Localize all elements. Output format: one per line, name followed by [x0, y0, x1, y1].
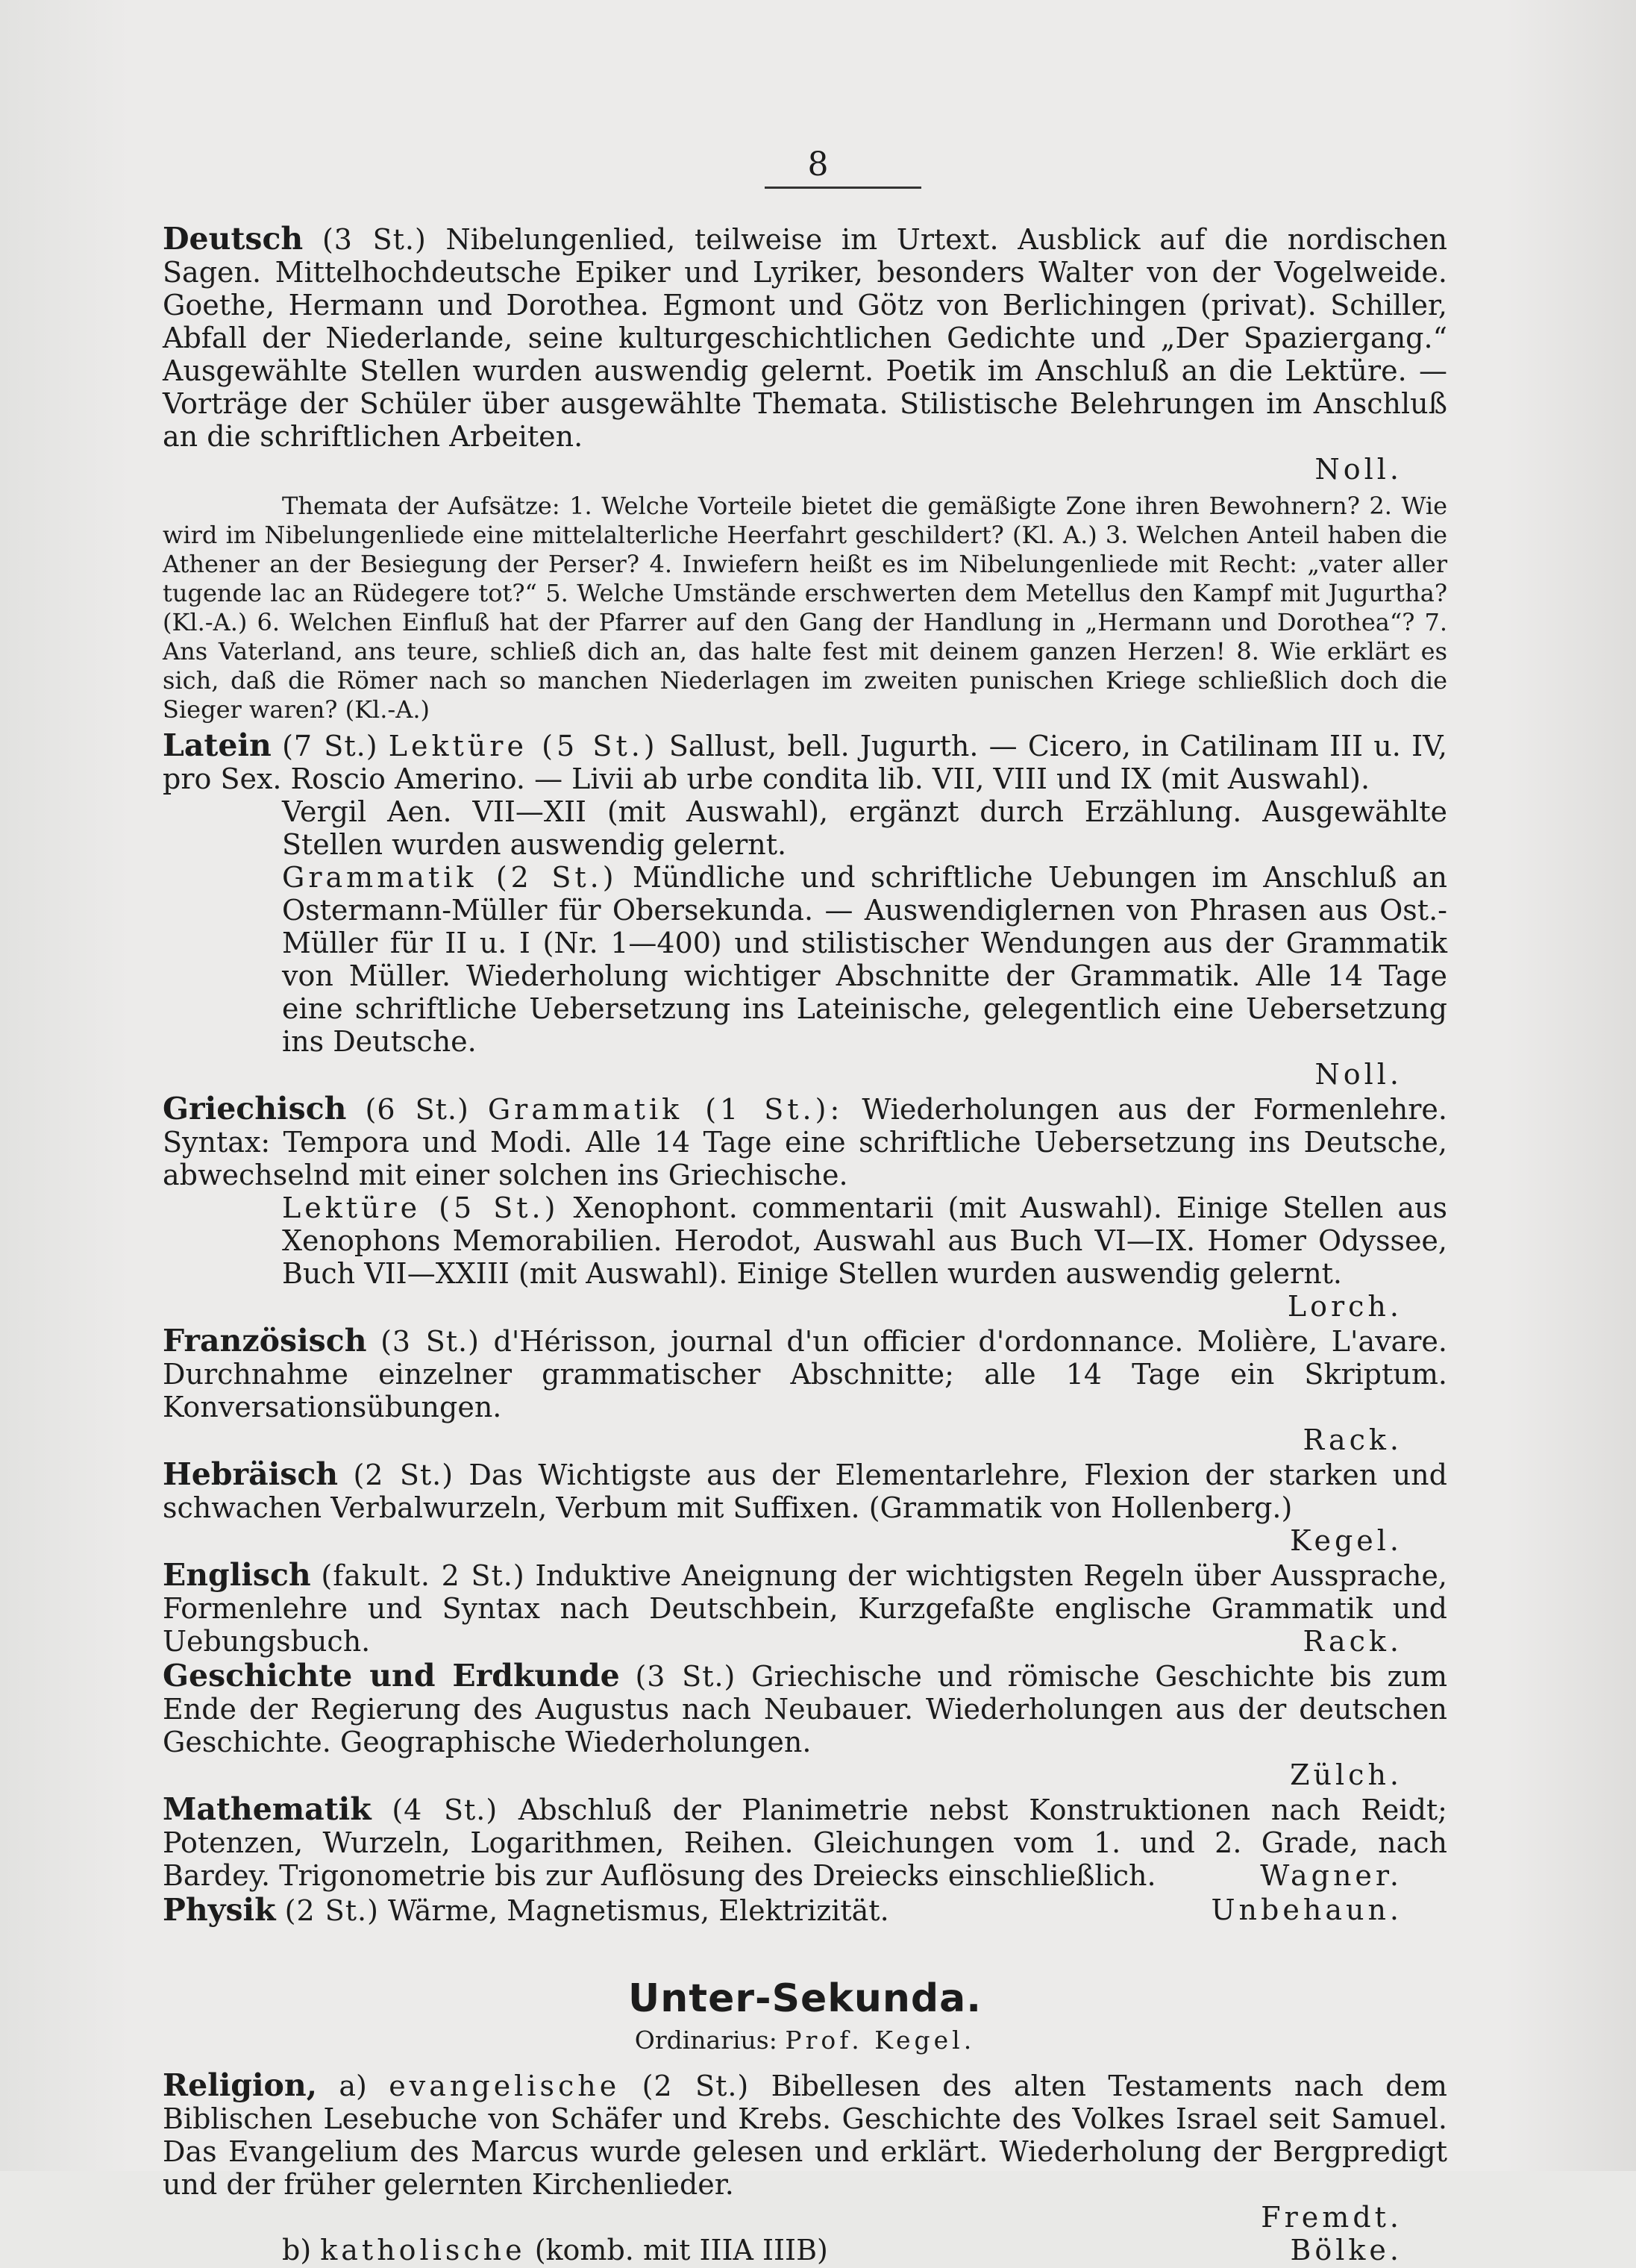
ordinarius-line: [163, 2024, 1447, 2057]
essay-themes: [163, 492, 1447, 724]
teacher-name: Zülch.: [1290, 1758, 1402, 1791]
subject-hours: (3 St.): [380, 1325, 480, 1358]
subject-geschichte-erdkunde: [163, 1659, 1447, 1791]
subject-mathematik: [163, 1793, 1447, 1892]
subject-text: Griechische und römische Geschichte bis zum Ende der Regierung des Augustus nach Neubauer. Wiederholungen aus der deutschen Geschichte. Geographische Wiederholungen.: [163, 1660, 1447, 1758]
subsection-label: Lektüre (5 St.): [282, 1191, 560, 1224]
subject-hours: (4 St.): [392, 1794, 498, 1826]
subject-hours: (6 St.): [365, 1093, 469, 1126]
subject-name: Englisch: [163, 1557, 311, 1593]
ordinarius-name: Prof. Kegel.: [785, 2026, 976, 2055]
subject-text: (komb. mit IIIA IIIB): [534, 2234, 828, 2267]
page-content: [163, 222, 1447, 2268]
subsection-label: Grammatik (2 St.): [282, 861, 618, 894]
subject-name: Religion,: [163, 2067, 317, 2103]
subject-griechisch: [163, 1092, 1447, 1323]
subject-hours: (fakult. 2 St.): [321, 1559, 525, 1592]
subject-name: Deutsch: [163, 221, 304, 257]
item-label: b): [282, 2234, 312, 2267]
teacher-name: Noll.: [1314, 453, 1402, 486]
subject-text: Wärme, Magnetismus, Elektrizität.: [388, 1894, 889, 1927]
section-heading: Unter-Sekunda.: [627, 1976, 982, 2021]
subject-deutsch: [163, 222, 1447, 486]
subject-latein: [163, 729, 1447, 1091]
subject-hours: (2 St.): [642, 2070, 750, 2102]
subject-hebraeisch: [163, 1458, 1447, 1557]
ordinarius-label: Ordinarius:: [634, 2026, 777, 2055]
reading-paragraph: [163, 1191, 1447, 1290]
subject-text: Das Wichtigste aus der Elementarlehre, Flexion der starken und schwachen Verbalwurzeln, Verbum mit Suffixen. (Grammatik von Hollenberg.): [163, 1459, 1447, 1524]
subject-text: Wiederholungen aus der Formenlehre. Syntax: Tempora und Modi. Alle 14 Tage eine schriftliche Uebersetzung ins Deutsche, abwechselnd mit einer solchen ins Griechische.: [163, 1093, 1447, 1191]
subject-hours: (2 St.): [353, 1459, 454, 1491]
teacher-name: Rack.: [1303, 1423, 1402, 1456]
subject-franzoesisch: [163, 1324, 1447, 1456]
subject-text: Nibelungenlied, teilweise im Urtext. Ausblick auf die nordischen Sagen. Mittelhochdeutsche Epiker und Lyriker, besonders Walter von der Vogelweide. Goethe, Hermann und Dorothea. Egmont und Götz von Berlichingen (privat). Schiller, Abfall der Niederlande, seine kulturgeschichtlichen Gedichte und „Der Spaziergang.“ Ausgewählte Stellen wurden auswendig gelernt. Poetik im Anschluß an die Lektüre. — Vorträge der Schüler über ausgewählte Themata. Stilistische Belehrungen im Anschluß an die schriftlichen Arbeiten.: [163, 223, 1447, 453]
subject-text: Xenophont. commentarii (mit Auswahl). Einige Stellen aus Xenophons Memorabilien. Herodot, Auswahl aus Buch VI—IX. Homer Odyssee, Buch VII—XXIII (mit Auswahl). Einige Stellen wurden auswendig gelernt.: [282, 1191, 1447, 1290]
subject-text: d'Hérisson, journal d'un officier d'ordonnance. Molière, L'avare. Durchnahme einzelner grammatischer Abschnitte; alle 14 Tage ein Skriptum. Konversationsübungen.: [163, 1325, 1447, 1423]
subsection-label: Lektüre (5 St.): [388, 730, 659, 762]
teacher-name: Wagner.: [1260, 1859, 1402, 1892]
subject-text: Mündliche und schriftliche Uebungen im Anschluß an Ostermann-Müller für Obersekunda. — Auswendiglernen von Phrasen aus Ost.-Müller für II u. I (Nr. 1—400) und stilistischer Wendungen aus der Grammatik von Müller. Wiederholung wichtiger Abschnitte der Grammatik. Alle 14 Tage eine schriftliche Uebersetzung ins Lateinische, gelegentlich eine Uebersetzung ins Deutsche.: [282, 861, 1447, 1058]
subsection-label: evangelische: [389, 2070, 621, 2102]
page-number: 8: [807, 145, 829, 184]
subject-name: Latein: [163, 727, 272, 763]
subject-text: Induktive Aneignung der wichtigsten Regeln über Aussprache, Formenlehre und Syntax nach Deutschbein, Kurzgefaßte englische Grammatik und Uebungsbuch.: [163, 1559, 1447, 1658]
subject-hours: (7 St.): [282, 730, 378, 762]
page-number-rule: [765, 187, 921, 189]
subject-religion: [163, 2069, 1447, 2267]
subject-hours: (3 St.): [635, 1660, 736, 1693]
teacher-name: Lorch.: [1287, 1290, 1402, 1323]
subject-name: Griechisch: [163, 1091, 347, 1127]
subject-text: Vergil Aen. VII—XII (mit Auswahl), ergänzt durch Erzählung. Ausgewählte Stellen wurden auswendig gelernt.: [282, 795, 1447, 861]
subject-name: Französisch: [163, 1323, 367, 1359]
teacher-name: Fremdt.: [1261, 2201, 1402, 2234]
teacher-name: Unbehaun.: [1211, 1893, 1402, 1926]
item-label: a): [339, 2070, 367, 2102]
subsection-label: katholische: [320, 2234, 526, 2267]
teacher-name: Rack.: [1303, 1625, 1402, 1658]
subject-text: Sallust, bell. Jugurth. — Cicero, in Catilinam III u. IV, pro Sex. Roscio Amerino. — Livii ab urbe condita lib. VII, VIII und IX (mit Auswahl).: [163, 730, 1447, 795]
themes-label: Themata der Aufsätze:: [282, 492, 560, 520]
subject-hours: (2 St.): [284, 1894, 379, 1927]
religion-b-line: [163, 2234, 1447, 2267]
teacher-name: Noll.: [1314, 1058, 1402, 1091]
subject-text: Abschluß der Planimetrie nebst Konstruktionen nach Reidt; Potenzen, Wurzeln, Logarithmen, Reihen. Gleichungen vom 1. und 2. Grade, nach Bardey. Trigonometrie bis zur Auflösung des Dreiecks einschließlich.: [163, 1794, 1447, 1892]
teacher-name: Kegel.: [1290, 1524, 1402, 1557]
themes-text: 1. Welche Vorteile bietet die gemäßigte Zone ihren Bewohnern? 2. Wie wird im Nibelungenliede eine mittelalterliche Heerfahrt geschildert? (Kl. A.) 3. Welchen Anteil haben die Athener an der Besiegung der Perser? 4. Inwiefern heißt es im Nibelungenliede mit Recht: „vater aller tugende lac an Rüdegere tot?“ 5. Welche Umstände erschwerten dem Metellus den Kampf mit Jugurtha? (Kl.-A.) 6. Welchen Einfluß hat der Pfarrer auf den Gang der Handlung in „Hermann und Dorothea“? 7. Ans Vaterland, ans teure, schließ dich an, das halte fest mit deinem ganzen Herzen! 8. Wie erklärt es sich, daß die Römer nach so manchen Niederlagen im zweiten punischen Kriege schließlich doch die Sieger waren? (Kl.-A.): [163, 492, 1448, 724]
subject-hours: (3 St.): [322, 223, 427, 256]
subject-englisch: [163, 1559, 1447, 1658]
subsection-label: Grammatik (1 St.):: [487, 1093, 844, 1126]
subject-name: Hebräisch: [163, 1456, 339, 1492]
subject-text: Bibellesen des alten Testaments nach dem Biblischen Lesebuche von Schäfer und Krebs. Geschichte des Volkes Israel seit Samuel. Das Evangelium des Marcus wurde gelesen und erklärt. Wiederholung der Bergpredigt und der früher gelernten Kirchenlieder.: [163, 2070, 1447, 2201]
subject-physik: [163, 1893, 1447, 1927]
subject-text-continued: [163, 795, 1447, 861]
subject-name: Physik: [163, 1892, 276, 1928]
subject-name: Geschichte und Erdkunde: [163, 1658, 620, 1694]
teacher-name: Bölke.: [1290, 2234, 1402, 2267]
grammar-paragraph: [163, 861, 1447, 1058]
subject-name: Mathematik: [163, 1791, 372, 1827]
